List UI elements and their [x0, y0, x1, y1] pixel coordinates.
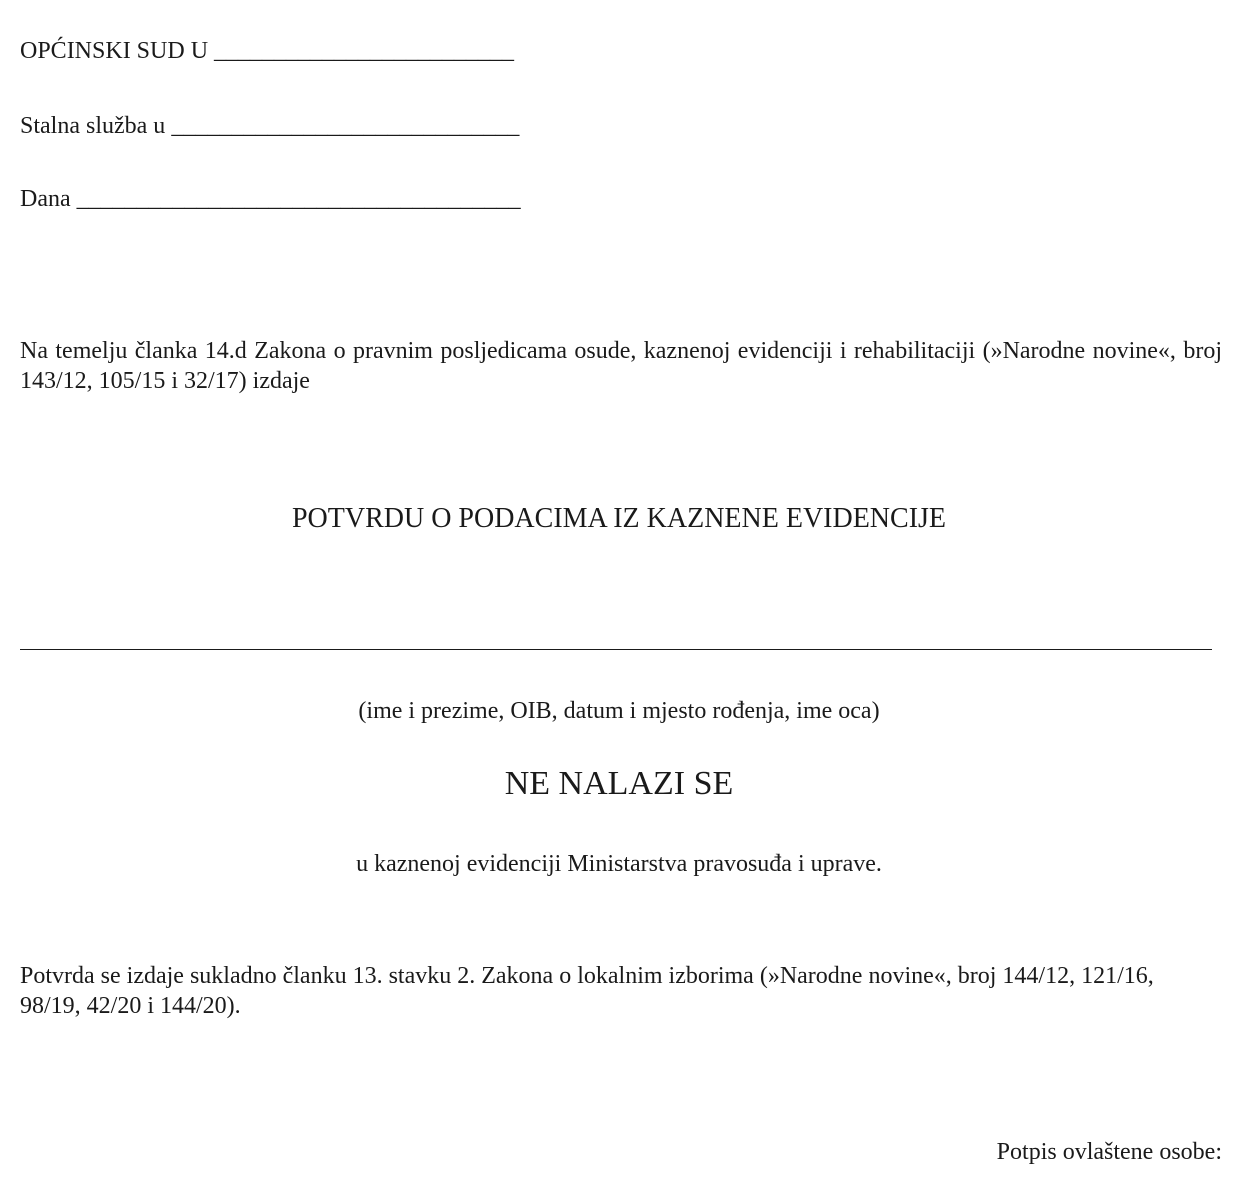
service-field — [20, 113, 519, 140]
court-field — [20, 38, 514, 65]
legal-basis-paragraph: Potvrda se izdaje sukladno članku 13. stavku 2. Zakona o lokalnim izborima (»Narodne novine«, broj 144/12, 121/16, 98/19, 42/20 i 144/20). — [20, 963, 1154, 1019]
document-title: POTVRDU O PODACIMA IZ KAZNENE EVIDENCIJE — [291, 503, 947, 534]
date-blank: _____________________________________ — [76, 186, 521, 212]
person-blank-caption: (ime i prezime, OIB, datum i mjesto rođenja, ime oca) — [358, 698, 880, 724]
status-sentence: u kaznenoj evidenciji Ministarstva pravosuđa i uprave. — [356, 851, 882, 877]
signature-label: Potpis ovlaštene osobe: — [996, 1139, 1222, 1165]
service-label: Stalna služba u — [20, 113, 166, 139]
status-heading: NE NALAZI SE — [504, 765, 734, 802]
court-blank: _________________________ — [214, 38, 515, 64]
service-blank: _____________________________ — [171, 113, 520, 139]
date-field — [20, 186, 521, 213]
date-label: Dana — [20, 186, 71, 212]
court-label: OPĆINSKI SUD U — [20, 38, 209, 64]
intro-paragraph: Na temelju članka 14.d Zakona o pravnim posljedicama osude, kaznenoj evidenciji i rehabilitaciji (»Narodne novine«, broj 143/12, 105/15 i 32/17) izdaje — [20, 338, 1222, 394]
person-blank-line — [20, 649, 1212, 650]
